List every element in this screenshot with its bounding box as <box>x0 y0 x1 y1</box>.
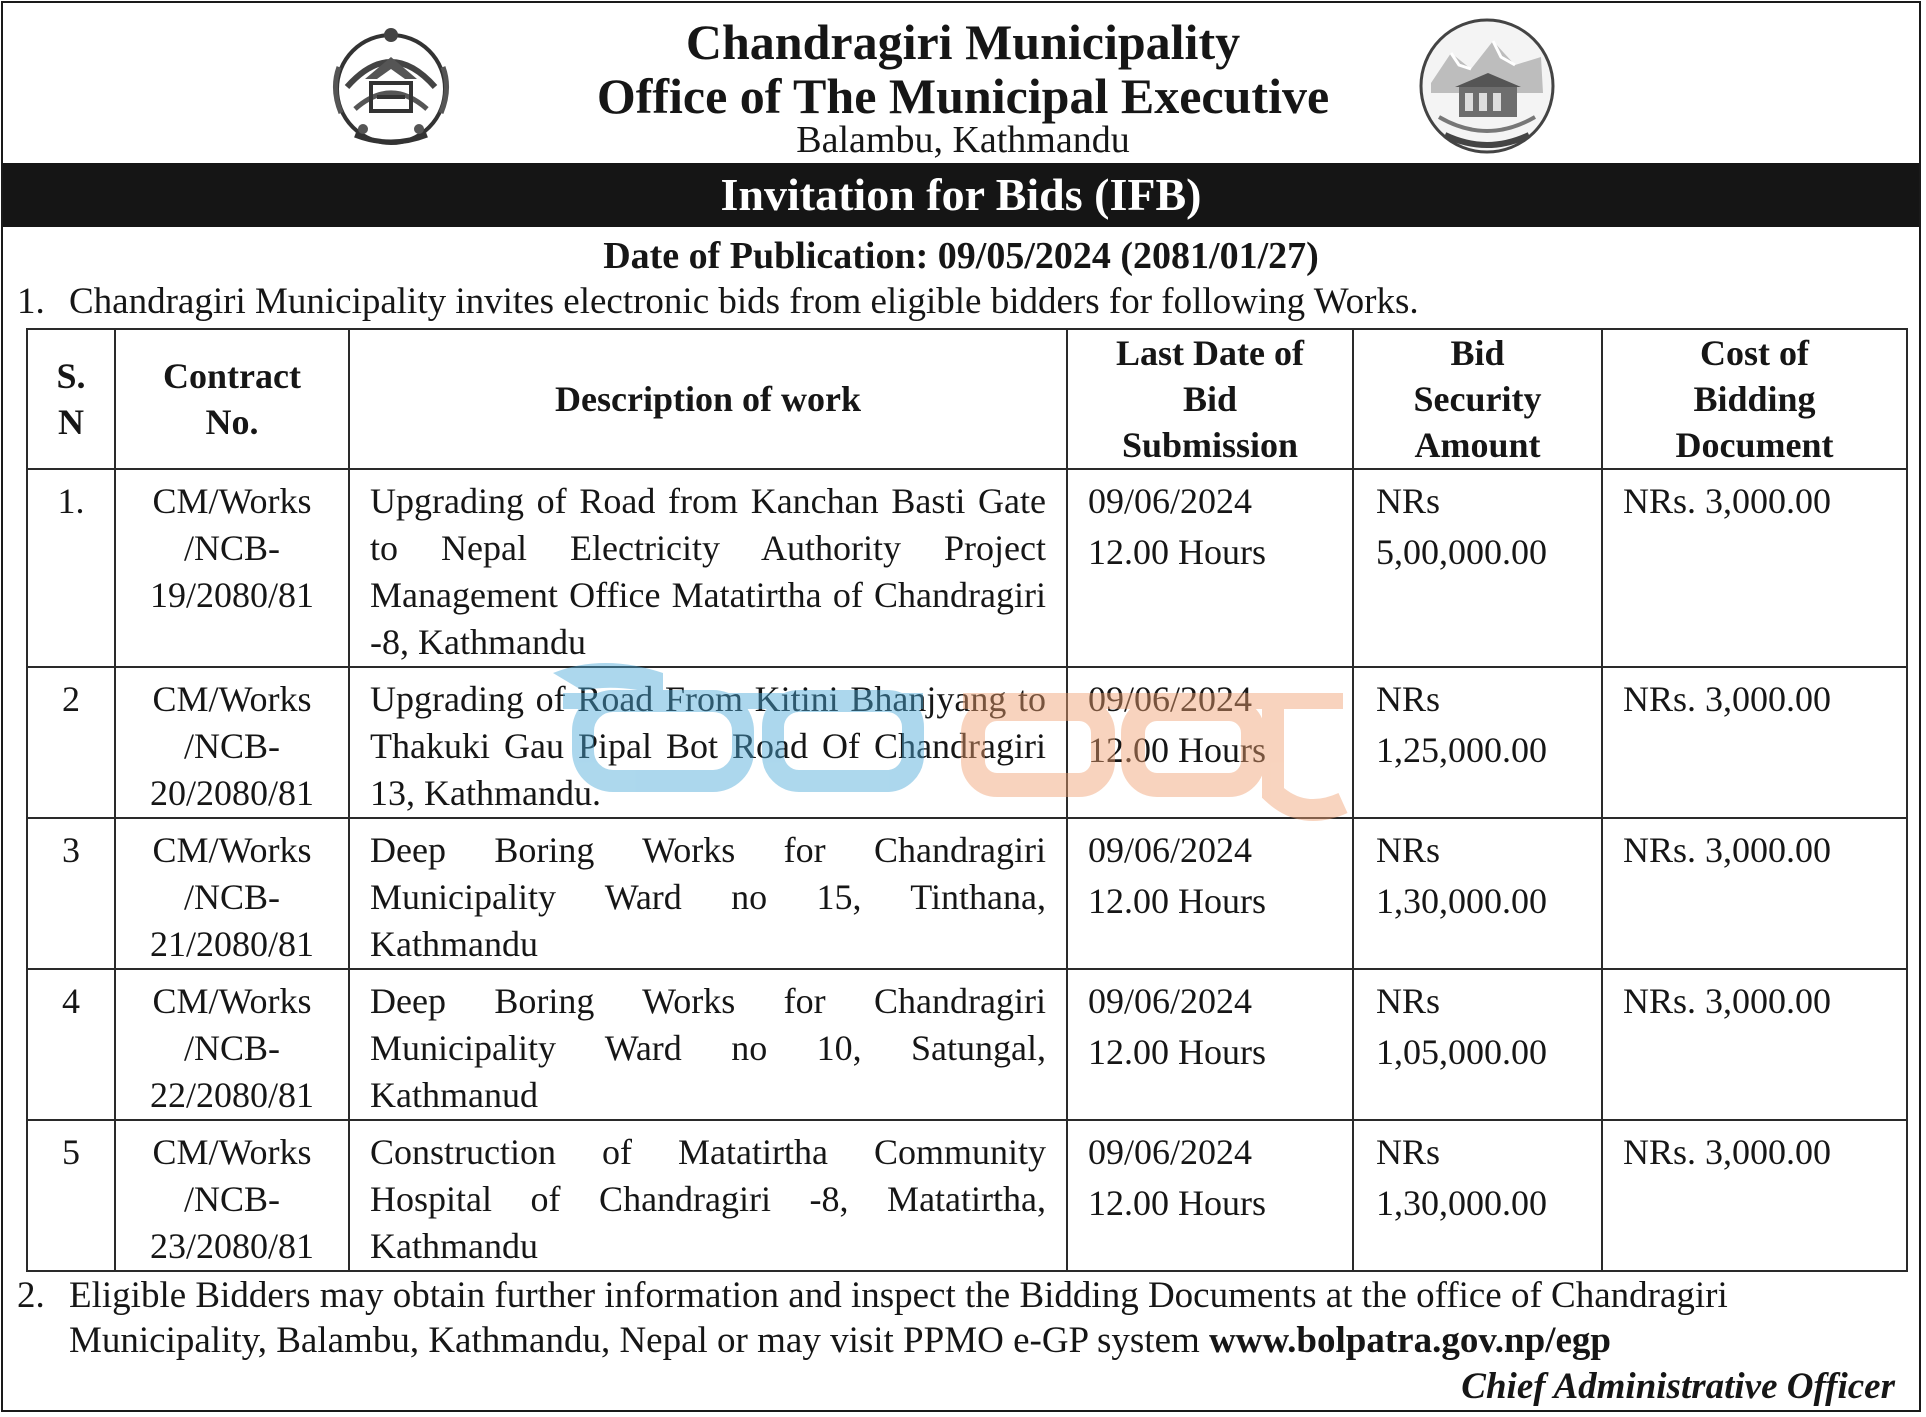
header-bid-security-line: Bid <box>1450 333 1505 373</box>
contract-line: CM/Works <box>152 830 312 870</box>
row-bid-security <box>1353 469 1602 667</box>
contract-line: /NCB- <box>183 877 280 917</box>
footer-body <box>17 1273 1907 1363</box>
row-description: Construction of Matatirtha Community Hospital of Chandragiri -8, Matatirtha, Kathmandu <box>349 1120 1067 1271</box>
header-last-date <box>1067 329 1353 469</box>
row-cost: NRs. 3,000.00 <box>1602 1120 1907 1271</box>
office-name: Office of The Municipal Executive <box>596 68 1330 124</box>
table-row <box>27 1120 1907 1271</box>
table-row <box>27 667 1907 818</box>
contract-line: /NCB- <box>183 726 280 766</box>
row-last-date <box>1067 969 1353 1120</box>
row-sn: 3 <box>27 818 115 969</box>
row-last-date <box>1067 818 1353 969</box>
egp-link[interactable]: www.bolpatra.gov.np/egp <box>1209 1320 1611 1361</box>
municipality-name: Chandragiri Municipality <box>685 14 1241 70</box>
bid-time: 12.00 Hours <box>1088 532 1266 572</box>
header-last-date-line: Submission <box>1121 425 1299 465</box>
bid-time: 12.00 Hours <box>1088 730 1266 770</box>
row-bid-security <box>1353 667 1602 818</box>
header-contract-line: Contract <box>163 356 301 396</box>
row-cost: NRs. 3,000.00 <box>1602 969 1907 1120</box>
row-bid-security <box>1353 969 1602 1120</box>
row-description: Deep Boring Works for Chandragiri Municipality Ward no 15, Tinthana, Kathmandu <box>349 818 1067 969</box>
header-bid-security-line: Security <box>1413 379 1542 419</box>
row-sn: 1. <box>27 469 115 667</box>
header-contract <box>115 329 349 469</box>
location: Balambu, Kathmandu <box>796 119 1130 161</box>
bid-date: 09/06/2024 <box>1088 830 1253 870</box>
row-cost: NRs. 3,000.00 <box>1602 667 1907 818</box>
contract-line: 22/2080/81 <box>149 1075 314 1115</box>
row-contract <box>115 818 349 969</box>
row-description: Upgrading of Road From Kitini Bhanjyang to Thakuki Gau Pipal Bot Road Of Chandragiri 13, Kathmandu. <box>349 667 1067 818</box>
footer-number: 2. <box>17 1275 45 1316</box>
intro-paragraph <box>17 279 1907 324</box>
security-amount: 1,05,000.00 <box>1376 1032 1547 1072</box>
signatory: Chief Administrative Officer <box>1461 1366 1895 1407</box>
header-description: Description of work <box>349 329 1067 469</box>
row-contract <box>115 1120 349 1271</box>
contract-line: /NCB- <box>183 1028 280 1068</box>
row-sn: 2 <box>27 667 115 818</box>
footer-paragraph <box>17 1273 1907 1363</box>
row-sn: 5 <box>27 1120 115 1271</box>
publication-date: Date of Publication: 09/05/2024 (2081/01/27) <box>603 235 1319 277</box>
header-bid-security <box>1353 329 1602 469</box>
security-currency: NRs <box>1376 981 1441 1021</box>
bid-date: 09/06/2024 <box>1088 679 1253 719</box>
security-currency: NRs <box>1376 679 1441 719</box>
contract-line: 19/2080/81 <box>149 575 314 615</box>
security-amount: 1,30,000.00 <box>1376 881 1547 921</box>
header-cost-line: Document <box>1675 425 1834 465</box>
bid-time: 12.00 Hours <box>1088 1032 1266 1072</box>
header-last-date-line: Bid <box>1182 379 1238 419</box>
security-amount: 5,00,000.00 <box>1376 532 1547 572</box>
contract-line: 20/2080/81 <box>149 773 314 813</box>
contract-line: CM/Works <box>152 481 312 521</box>
row-sn: 4 <box>27 969 115 1120</box>
row-cost: NRs. 3,000.00 <box>1602 818 1907 969</box>
bids-table <box>26 328 1908 1272</box>
table-header-row <box>27 329 1907 469</box>
contract-line: /NCB- <box>183 1179 280 1219</box>
security-currency: NRs <box>1376 830 1441 870</box>
security-currency: NRs <box>1376 481 1441 521</box>
header-contract-line: No. <box>205 402 259 442</box>
bid-time: 12.00 Hours <box>1088 881 1266 921</box>
bid-notice <box>1 1 1921 1412</box>
intro-text: Chandragiri Municipality invites electronic bids from eligible bidders for following Works. <box>69 281 1419 322</box>
row-contract <box>115 667 349 818</box>
row-contract <box>115 469 349 667</box>
table-row <box>27 469 1907 667</box>
row-description: Upgrading of Road from Kanchan Basti Gate to Nepal Electricity Authority Project Management Office Matatirtha of Chandragiri -8, Kathmandu <box>349 469 1067 667</box>
security-amount: 1,25,000.00 <box>1376 730 1547 770</box>
header-cost-line: Bidding <box>1693 379 1816 419</box>
table-row <box>27 969 1907 1120</box>
bid-date: 09/06/2024 <box>1088 481 1253 521</box>
table-row <box>27 818 1907 969</box>
contract-line: /NCB- <box>183 528 280 568</box>
row-bid-security <box>1353 818 1602 969</box>
contract-line: 23/2080/81 <box>149 1226 314 1266</box>
intro-number: 1. <box>17 281 45 322</box>
contract-line: CM/Works <box>152 1132 312 1172</box>
row-description: Deep Boring Works for Chandragiri Municipality Ward no 10, Satungal, Kathmanud <box>349 969 1067 1120</box>
header-sn <box>27 329 115 469</box>
header-cost-line: Cost of <box>1700 333 1809 373</box>
contract-line: CM/Works <box>152 981 312 1021</box>
notice-title: Invitation for Bids (IFB) <box>3 163 1919 227</box>
row-contract <box>115 969 349 1120</box>
row-last-date <box>1067 1120 1353 1271</box>
bid-date: 09/06/2024 <box>1088 981 1253 1021</box>
header-bid-security-line: Amount <box>1414 425 1541 465</box>
header-last-date-line: Last Date of <box>1116 333 1304 373</box>
header-sn-line: S. <box>56 356 86 396</box>
header-cost <box>1602 329 1907 469</box>
security-amount: 1,30,000.00 <box>1376 1183 1547 1223</box>
row-cost: NRs. 3,000.00 <box>1602 469 1907 667</box>
contract-line: 21/2080/81 <box>149 924 314 964</box>
contract-line: CM/Works <box>152 679 312 719</box>
row-bid-security <box>1353 1120 1602 1271</box>
bid-date: 09/06/2024 <box>1088 1132 1253 1172</box>
footer-text: Eligible Bidders may obtain further information and inspect the Bidding Documents at the office of Chandragiri Municipality, Balambu, Kathmandu, Nepal or may visit PPMO e-GP system <box>69 1275 1728 1361</box>
bid-time: 12.00 Hours <box>1088 1183 1266 1223</box>
security-currency: NRs <box>1376 1132 1441 1172</box>
row-last-date <box>1067 667 1353 818</box>
header-sn-line: N <box>58 402 84 442</box>
row-last-date <box>1067 469 1353 667</box>
